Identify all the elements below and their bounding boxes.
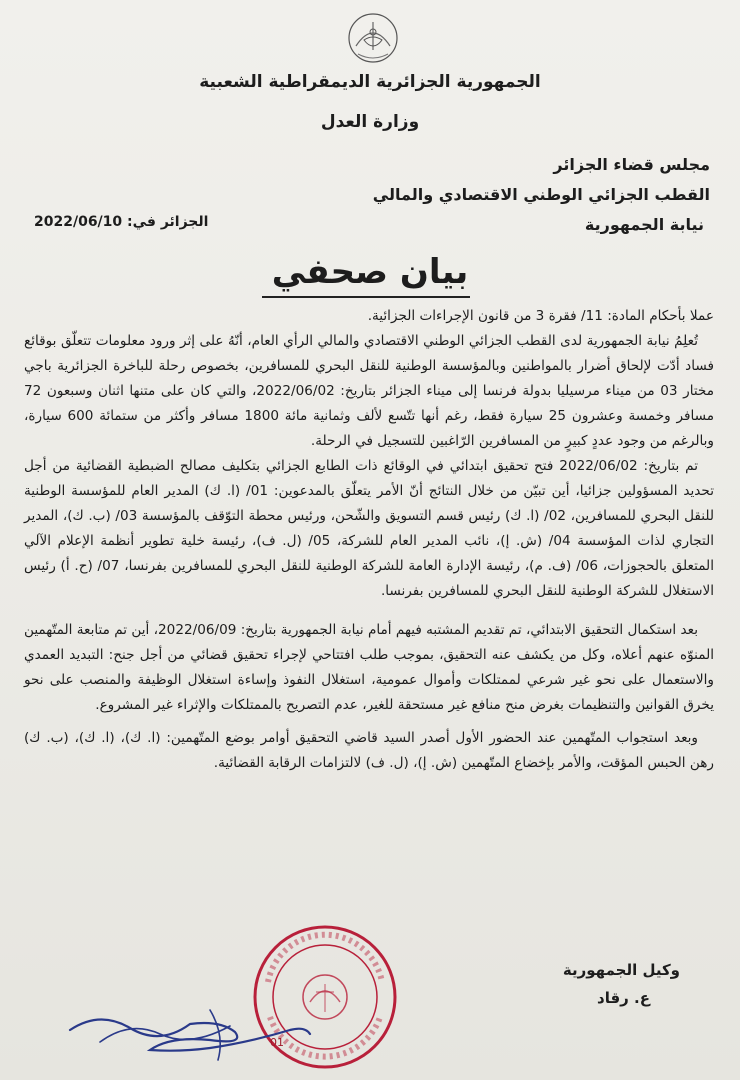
paragraph-investigation: تم بتاريخ: 2022/06/02 فتح تحقيق ابتدائي في الوقائع ذات الطابع الجزائي بتكليف مصالح الضبطية القضائية من أجل تحديد المسؤولين جزائيا، أين تبيّن من خلال النتائج أنّ الأمر يتعلّق بالمدعوين: 01/ (ا. ك) المدير العام للمؤسسة الوطنية للنقل البحري للمسافرين، 02/ (ا. ك) رئيس قسم التسويق والشّحن، ورئيس محطة التوّقف بالمؤسسة 03/ (ب. ك)، المدير التجاري لذات المؤسسة 04/ (ش. إ)، نائب المدير العام للشركة، 05/ (ل. ف)، رئيسة خلية تطوير أنظمة الإعلام الآلي المتعلق بالحجوزات، 06/ (ف. م)، رئيسة الإدارة العامة للشركة الوطنية للنقل البحري للمسافرين بفرنسا، 07/ (ح. أ) رئيس الاستغلال للشركة الوطنية للنقل البحري للمسافرين بفرنسا.: [24, 458, 715, 599]
ministry-heading: وزارة العدل: [320, 112, 420, 132]
place-date: [34, 214, 208, 230]
court-block: [260, 150, 710, 240]
title-underline: [262, 296, 470, 298]
document-title: بيان صحفي: [271, 252, 469, 292]
republic-heading: الجمهورية الجزائرية الديمقراطية الشعبية: [199, 72, 541, 92]
signatory-role: وكيل الجمهورية: [562, 961, 680, 979]
paragraph-legal-basis: عملا بأحكام المادة: 11/ فقرة 3 من قانون الإجراءات الجزائية.: [367, 308, 714, 324]
handwritten-signature: [60, 990, 320, 1070]
place-label: الجزائر في:: [127, 214, 209, 230]
council-name: مجلس قضاء الجزائر: [553, 155, 710, 174]
paragraph-decision: وبعد استجواب المتّهمين عند الحضور الأول أصدر السيد قاضي التحقيق أوامر بوضع المتّهمين: (ا. ك)، (ا. ك)، (ب. ك) رهن الحبس المؤقت، والأمر بإخضاع المتّهمين (ش. إ)، (ل. ف) لالتزامات الرقابة القضائية.: [24, 730, 714, 771]
algeria-emblem-icon: [342, 10, 404, 66]
stamp-number: 01: [270, 1036, 284, 1049]
document-date: 2022/06/10: [34, 214, 123, 230]
prosecution-name: نيابة الجمهورية: [584, 215, 704, 234]
signature-block: [563, 956, 680, 1012]
pole-name: القطب الجزائي الوطني الاقتصادي والمالي: [372, 185, 710, 204]
signatory-name: ع. رقاد: [597, 989, 650, 1007]
paragraph-facts: تُعلِمُ نيابة الجمهورية لدى القطب الجزائي الوطني الاقتصادي والمالي الرأي العام، أنّهُ على إثر ورود معلومات تتعلّق بوقائع فساد أدّت لإلحاق أضرار بالمواطنين وبالمؤسسة الوطنية للنقل البحري للمسافرين، بخصوص رحلة للباخرة الجزائرية باجي مختار 03 من ميناء مرسيليا بدولة فرنسا إلى ميناء الجزائر بتاريخ: 2022/06/02، والتي كان على متنها اثنان وسبعون 72 مسافر وخمسة وعشرون 25 سيارة فقط، رغم أنها تتّسع لألف وثمانية مائة 1800 مسافر وأكثر من ستمائة 600 سيارة، وبالرغم من وجود عددٍ كبيرٍ من المسافرين الرّاغبين للتسجيل في الرحلة.: [24, 333, 715, 449]
document-body: [24, 304, 714, 776]
paragraph-prosecution: بعد استكمال التحقيق الابتدائي، تم تقديم المشتبه فيهم أمام نيابة الجمهورية بتاريخ: 2022/06/09، أين تم متابعة المتّهمين المنوّه عنهم أعلاه، وكل من يكشف عنه التحقيق، بموجب طلب افتتاحي لإجراء تحقيق قضائي من أجل جنح: التبديد العمدي والاستعمال على نحو غير شرعي لممتلكات وأموال عمومية، استغلال النفوذ وإساءة استغلال الوظيفة والمنصب على نحو يخرق القوانين والتنظيمات بغرض منح منافع غير مستحقة للغير، عدم التصريح بالممتلكات والإثراء غير المشروع.: [23, 622, 714, 713]
